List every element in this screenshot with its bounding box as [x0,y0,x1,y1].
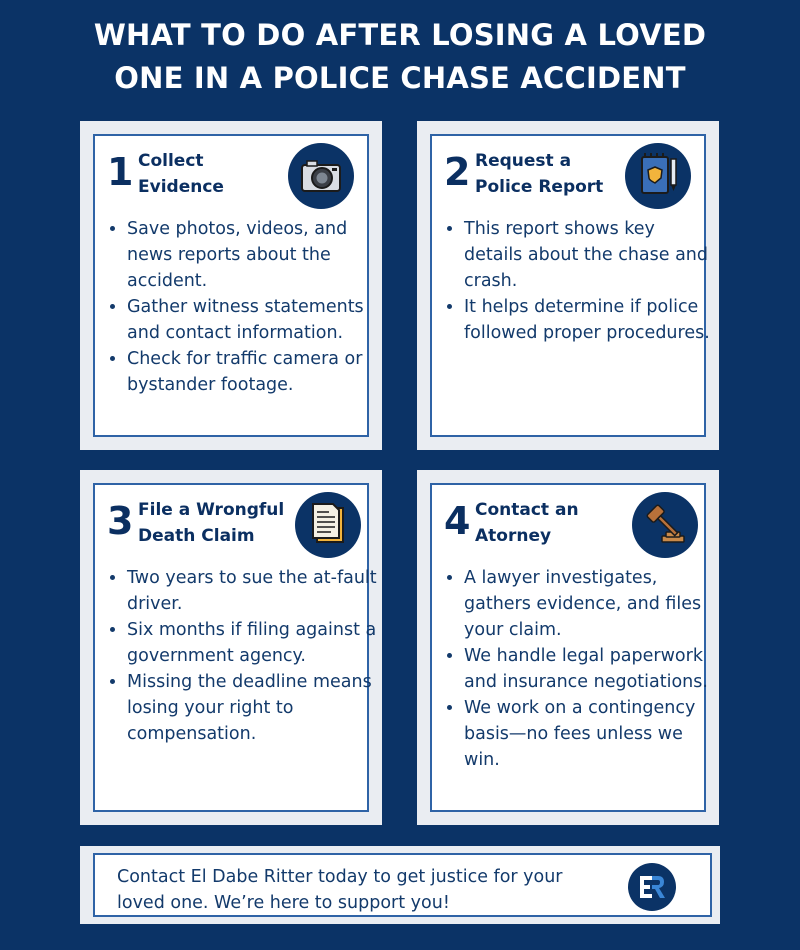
list-item: • A lawyer investigates, gathers evidence, and files your claim. [464,565,716,643]
list-item: • Save photos, videos, and news reports about the accident. [127,216,379,294]
card-contact-attorney [417,470,719,825]
card-file-wrongful-death-claim [80,470,382,825]
card-points [107,216,379,398]
footer-banner [80,846,720,924]
card-heading-line-2: Atorney [475,526,552,546]
list-item: • Two years to sue the at-fault driver. [127,565,379,617]
list-item: • Missing the deadline means losing your right to compensation. [127,669,379,747]
list-item: • Gather witness statements and contact information. [127,294,379,346]
card-request-police-report [417,121,719,450]
footer-inner [93,853,712,917]
list-item: • We work on a contingency basis—no fees unless we win. [464,695,716,773]
list-item: • Six months if filing against a government agency. [127,617,379,669]
card-inner [430,134,710,437]
card-collect-evidence [80,121,382,450]
list-item: • It helps determine if police followed proper procedures. [464,294,716,346]
card-points [444,565,716,773]
card-heading-line-2: Death Claim [138,526,255,546]
card-heading [475,497,635,549]
er-logo-icon [628,863,676,911]
card-points [107,565,379,747]
camera-icon [288,143,354,209]
card-heading [138,148,298,200]
step-number: 1 [107,150,134,194]
card-heading-line-1: Contact an [475,500,579,520]
card-points [444,216,716,346]
card-inner [93,483,377,812]
list-item: • This report shows key details about the chase and crash. [464,216,716,294]
card-heading [138,497,298,549]
page-title [0,14,800,100]
card-inner [430,483,706,812]
step-number: 4 [444,499,471,543]
step-number: 3 [107,499,134,543]
card-heading-line-2: Evidence [138,177,224,197]
gavel-icon [632,492,698,558]
step-number: 2 [444,150,471,194]
page-title-line-1: WHAT TO DO AFTER LOSING A LOVED [93,18,707,52]
police-notepad-icon [625,143,691,209]
card-inner [93,134,369,437]
card-heading-line-1: File a Wrongful [138,500,285,520]
list-item: • We handle legal paperwork and insurance negotiations. [464,643,716,695]
document-icon [295,492,361,558]
card-heading [475,148,635,200]
footer-text: Contact El Dabe Ritter today to get justice for your loved one. We’re here to support you! [117,867,563,913]
card-heading-line-1: Collect [138,151,204,171]
card-heading-line-2: Police Report [475,177,604,197]
card-heading-line-1: Request a [475,151,572,171]
page-title-line-2: ONE IN A POLICE CHASE ACCIDENT [114,61,686,95]
list-item: • Check for traffic camera or bystander footage. [127,346,379,398]
